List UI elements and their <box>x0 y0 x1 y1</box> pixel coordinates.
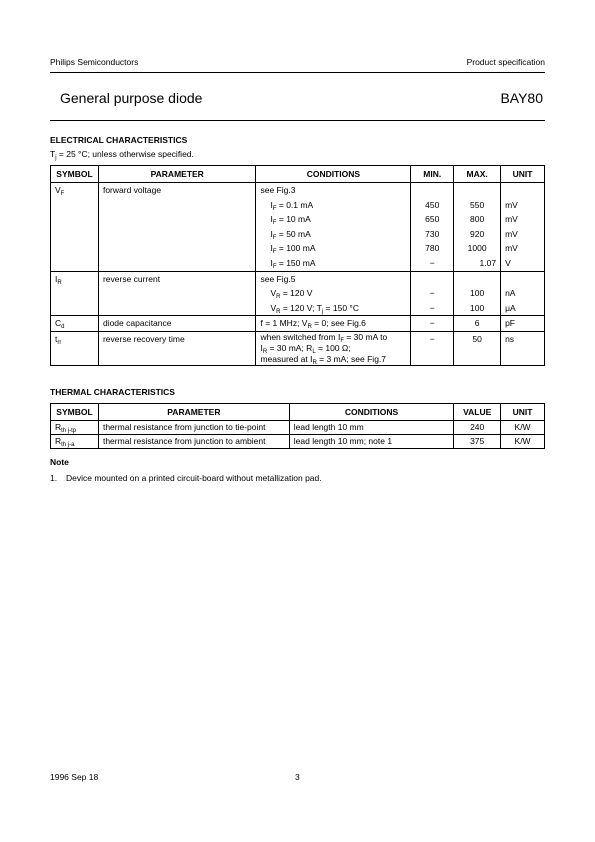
conditions-cell: see Fig.3 $I_F = 0.1$ mA $I_F = 10$ mA $I_F = 50$ mA $I_F = 100$ mA $I_F = 150$ mA <box>256 183 411 272</box>
note-text: Device mounted on a printed circuit-board without metallization pad. <box>66 473 322 483</box>
table-row <box>51 183 545 272</box>
max-cell: 100 100 <box>454 271 501 316</box>
parameter-cell: thermal resistance from junction to tie-point <box>98 421 289 435</box>
table-row <box>51 316 545 332</box>
max-cell: 550 800 920 1000 1.07 <box>454 183 501 272</box>
unit-cell: mV mV mV mV V <box>501 183 545 272</box>
col-parameter: PARAMETER <box>98 404 289 421</box>
unit-cell: nA μA <box>501 271 545 316</box>
table-row <box>51 331 545 365</box>
symbol-cell: $t_{rr}$ <box>51 331 99 365</box>
conditions-cell: when switched from $I_F = 30$ mA to $I_R = 30$ mA; $R_L = 100$ Ω; measured at $I_R = 3$ mA; see Fig.7 <box>256 331 411 365</box>
parameter-cell: forward voltage <box>98 183 256 272</box>
parameter-cell: thermal resistance from junction to ambient <box>98 435 289 449</box>
unit-cell: ns <box>501 331 545 365</box>
unit-cell: K/W <box>501 435 545 449</box>
conditions-cell: see Fig.5 $V_R = 120$ V $V_R = 120$ V; $T_j = 150$ °C <box>256 271 411 316</box>
col-max: MAX. <box>454 166 501 183</box>
col-conditions: CONDITIONS <box>256 166 411 183</box>
part-number: BAY80 <box>500 90 543 106</box>
title-rule <box>50 120 545 121</box>
unit-cell: K/W <box>501 421 545 435</box>
col-conditions: CONDITIONS <box>289 404 453 421</box>
conditions-cell: lead length 10 mm <box>289 421 453 435</box>
col-min: MIN. <box>411 166 454 183</box>
electrical-heading: ELECTRICAL CHARACTERISTICS <box>50 135 188 145</box>
col-unit: UNIT <box>501 166 545 183</box>
symbol-cell: $R_{th j-tp}$ <box>51 421 99 435</box>
symbol-cell: $V_F$ <box>51 183 99 272</box>
parameter-cell: diode capacitance <box>98 316 256 332</box>
col-symbol: SYMBOL <box>51 404 99 421</box>
electrical-table <box>50 165 545 366</box>
document-title: General purpose diode <box>60 90 203 106</box>
conditions-cell: lead length 10 mm; note 1 <box>289 435 453 449</box>
symbol-cell: $C_d$ <box>51 316 99 332</box>
parameter-cell: reverse recovery time <box>98 331 256 365</box>
table-header-row <box>51 404 545 421</box>
page-number: 3 <box>295 772 300 782</box>
symbol-cell: $I_R$ <box>51 271 99 316</box>
header-rule <box>50 72 545 73</box>
note-heading: Note <box>50 457 69 467</box>
unit-cell: pF <box>501 316 545 332</box>
document-type: Product specification <box>466 57 545 67</box>
min-cell: − <box>411 316 454 332</box>
table-header-row <box>51 166 545 183</box>
note-number: 1. <box>50 473 58 483</box>
max-cell: 6 <box>454 316 501 332</box>
col-symbol: SYMBOL <box>51 166 99 183</box>
table-row <box>51 435 545 449</box>
col-parameter: PARAMETER <box>98 166 256 183</box>
max-cell: 50 <box>454 331 501 365</box>
col-value: VALUE <box>454 404 501 421</box>
min-cell: 450 650 730 780 − <box>411 183 454 272</box>
parameter-cell: reverse current <box>98 271 256 316</box>
company-name: Philips Semiconductors <box>50 57 139 67</box>
table-row <box>51 271 545 316</box>
thermal-table <box>50 403 545 449</box>
min-cell: − <box>411 331 454 365</box>
conditions-cell: f = 1 MHz; $V_R = 0$; see Fig.6 <box>256 316 411 332</box>
symbol-cell: $R_{th j-a}$ <box>51 435 99 449</box>
value-cell: 375 <box>454 435 501 449</box>
electrical-condition: $T_j = 25$ °C; unless otherwise specified. <box>50 149 194 161</box>
thermal-heading: THERMAL CHARACTERISTICS <box>50 387 175 397</box>
min-cell: − − <box>411 271 454 316</box>
footer-date: 1996 Sep 18 <box>50 772 99 782</box>
value-cell: 240 <box>454 421 501 435</box>
col-unit: UNIT <box>501 404 545 421</box>
table-row <box>51 421 545 435</box>
